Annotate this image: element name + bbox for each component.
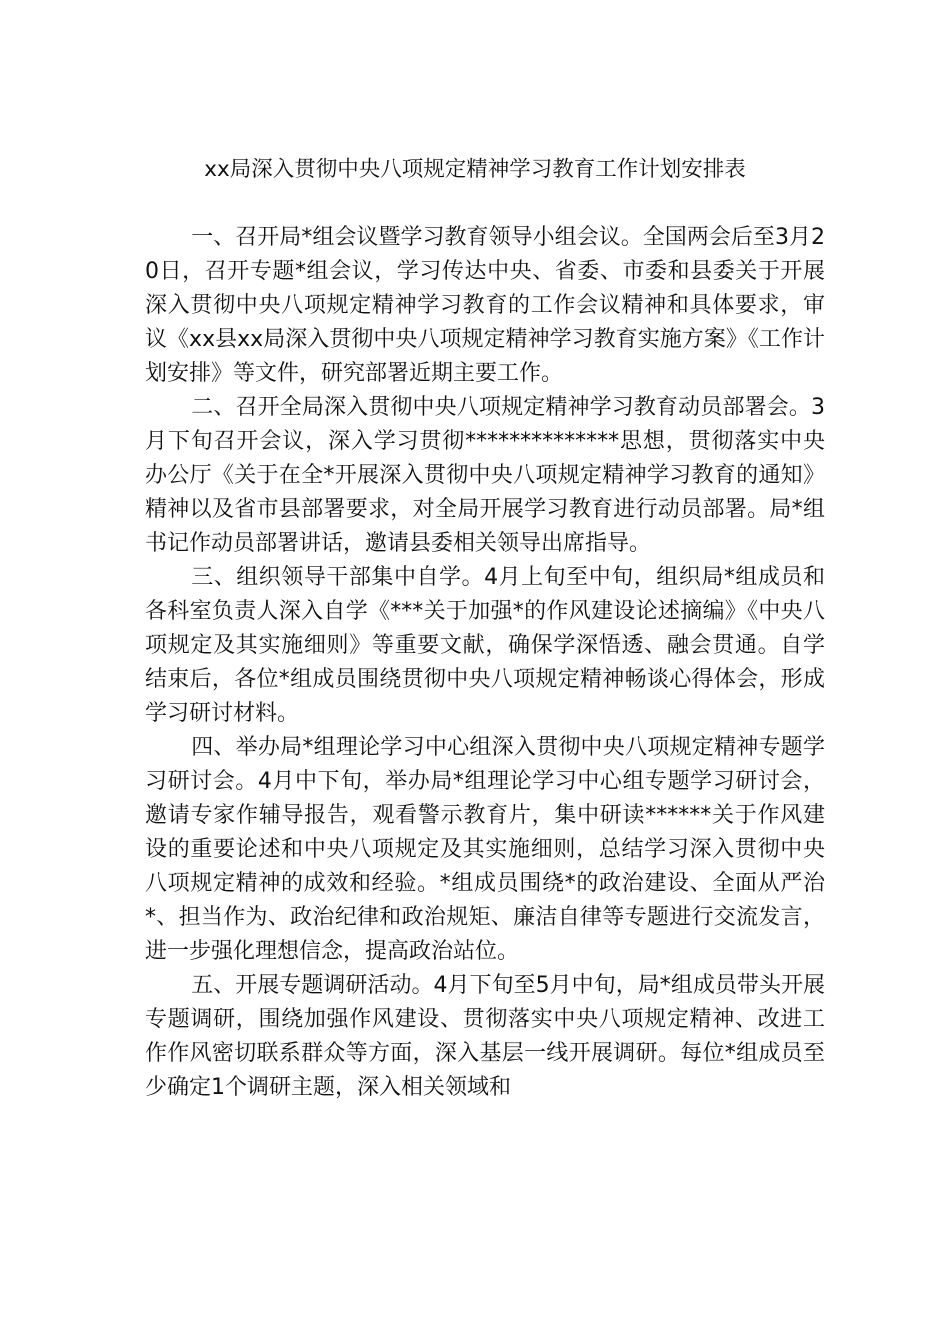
document-body	[145, 221, 825, 1105]
paragraph-1: 一、召开局*组会议暨学习教育领导小组会议。全国两会后至3月20日，召开专题*组会议，学习传达中央、省委、市委和县委关于开展深入贯彻中央八项规定精神学习教育的工作会议精神和具体要求，审议《xx县xx局深入贯彻中央八项规定精神学习教育实施方案》《工作计划安排》等文件，研究部署近期主要工作。	[145, 225, 825, 386]
document-title: xx局深入贯彻中央八项规定精神学习教育工作计划安排表	[204, 157, 746, 182]
paragraph-3: 三、组织领导干部集中自学。4月上旬至中旬，组织局*组成员和各科室负责人深入自学《***关于加强*的作风建设论述摘编》《中央八项规定及其实施细则》等重要文献，确保学深悟透、融会贯通。自学结束后，各位*组成员围绕贯彻中央八项规定精神畅谈心得体会，形成学习研讨材料。	[145, 565, 825, 726]
paragraph-5: 五、开展专题调研活动。4月下旬至5月中旬，局*组成员带头开展专题调研，围绕加强作风建设、贯彻落实中央八项规定精神、改进工作作风密切联系群众等方面，深入基层一线开展调研。每位*组成员至少确定1个调研主题，深入相关领域和	[145, 973, 825, 1100]
paragraph-2: 二、召开全局深入贯彻中央八项规定精神学习教育动员部署会。3月下旬召开会议，深入学习贯彻**************思想，贯彻落实中央办公厅《关于在全*开展深入贯彻中央八项规定精神学习教育的通知》精神以及省市县部署要求，对全局开展学习教育进行动员部署。局*组书记作动员部署讲话，邀请县委相关领导出席指导。	[145, 395, 825, 556]
paragraph-4: 四、举办局*组理论学习中心组深入贯彻中央八项规定精神专题学习研讨会。4月中下旬，举办局*组理论学习中心组专题学习研讨会，邀请专家作辅导报告，观看警示教育片，集中研读******关于作风建设的重要论述和中央八项规定及其实施细则，总结学习深入贯彻中央八项规定精神的成效和经验。*组成员围绕*的政治建设、全面从严治*、担当作为、政治纪律和政治规矩、廉洁自律等专题进行交流发言，进一步强化理想信念，提高政治站位。	[145, 735, 825, 964]
